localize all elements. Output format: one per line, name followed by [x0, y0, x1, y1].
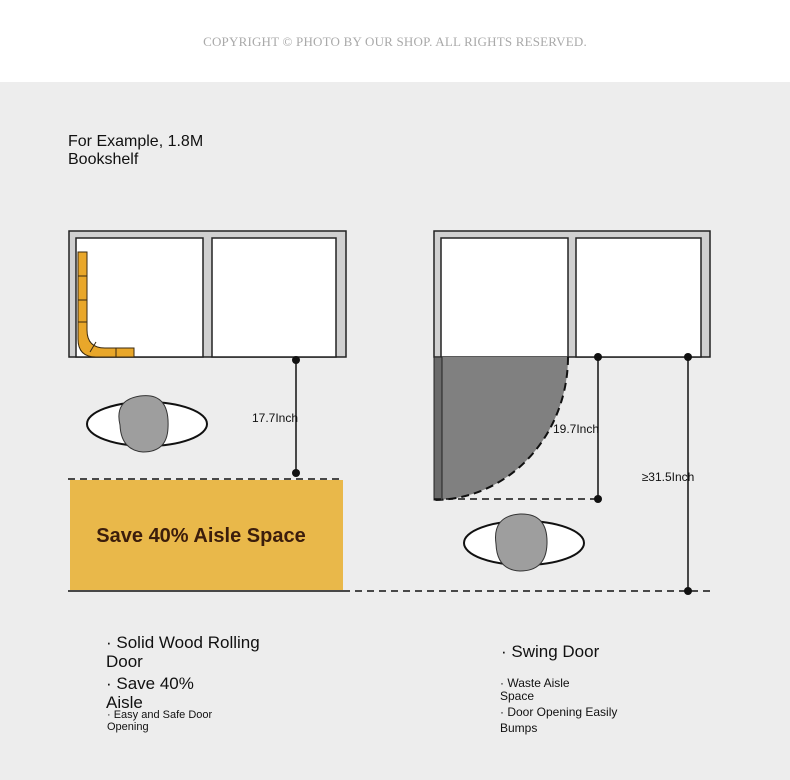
left-caption-line3: · Easy and Safe Door Opening — [107, 709, 213, 733]
copyright-notice: COPYRIGHT © PHOTO BY OUR SHOP. ALL RIGHTS RESERVED. — [203, 34, 587, 49]
save-space-label: Save 40% Aisle Space — [96, 525, 306, 547]
left-person-icon — [87, 396, 207, 452]
left-caption-line2: · Save 40% Aisle — [106, 674, 194, 712]
swing-door-icon — [434, 357, 568, 500]
right-person-icon — [464, 514, 584, 571]
total-dimension-label: ≥31.5Inch — [641, 470, 695, 484]
right-caption-line2: · Waste Aisle Space — [500, 676, 570, 703]
left-dimension-label: 17.7Inch — [251, 411, 299, 425]
left-bookshelf-compartment-1 — [76, 238, 203, 357]
left-bookshelf — [69, 231, 346, 357]
right-bookshelf — [434, 231, 710, 357]
example-title: For Example, 1.8M Bookshelf — [68, 133, 204, 168]
swing-dimension-label: 19.7Inch — [552, 422, 600, 436]
right-bookshelf-compartment-1 — [441, 238, 568, 357]
left-caption-line1: · Solid Wood Rolling Door — [106, 633, 260, 671]
left-bookshelf-compartment-2 — [212, 238, 336, 357]
right-caption-line3: · Door Opening Easily Bumps — [500, 705, 618, 735]
right-bookshelf-compartment-2 — [576, 238, 701, 357]
right-caption-line1: · Swing Door — [501, 642, 600, 661]
